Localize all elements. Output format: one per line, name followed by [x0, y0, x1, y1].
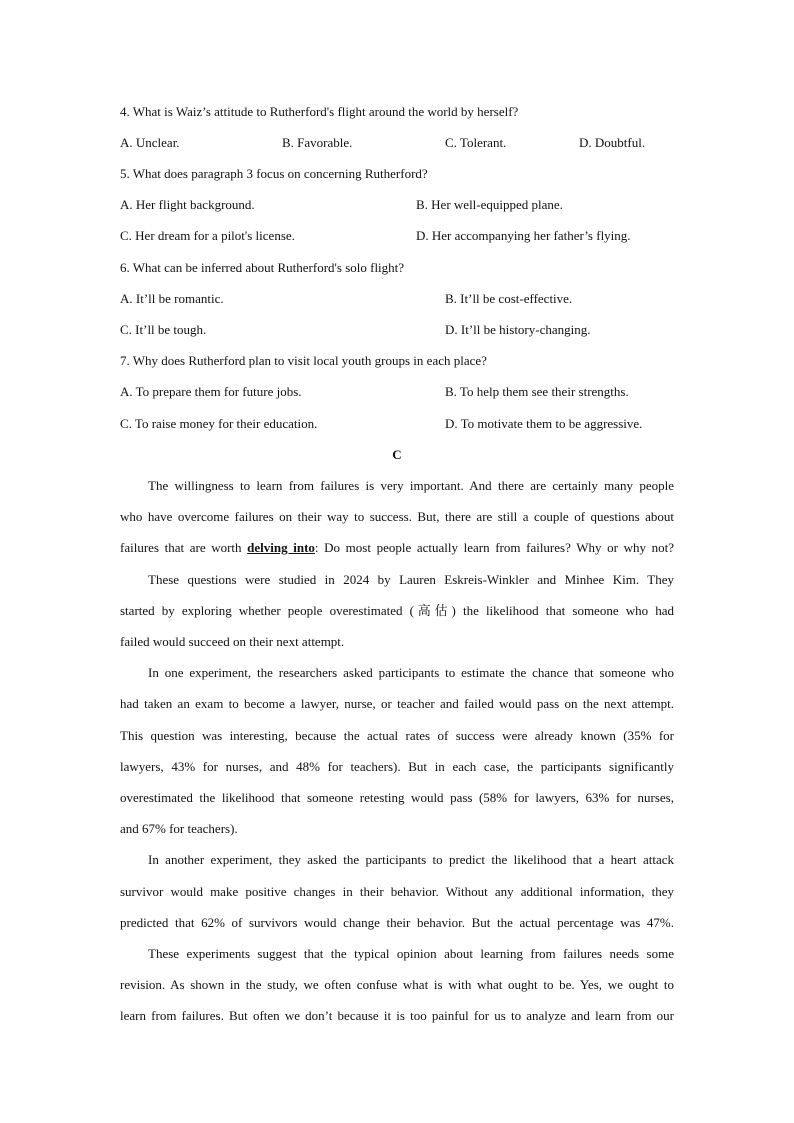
passage-p5-line-1: These experiments suggest that the typical opinion about learning from failures needs some [148, 946, 674, 961]
question-7-option-c: C. To raise money for their education. [120, 416, 318, 431]
passage-p2-line-2: started by exploring whether people overestimated (高估) the likelihood that someone who had [120, 603, 674, 618]
section-heading: C [392, 447, 402, 462]
passage-p3-line-2: had taken an exam to become a lawyer, nurse, or teacher and failed would pass on the next attempt. [120, 696, 674, 711]
passage-p1-line-3-pre: failures that are worth [120, 540, 248, 555]
question-6-option-d: D. It’ll be history-changing. [445, 322, 591, 337]
passage-p1-line-3 [120, 540, 674, 556]
passage-p1-line-3-post: : Do most people actually learn from failures? Why or why not? [314, 540, 674, 555]
passage-p3-line-3: This question was interesting, because the actual rates of success were already known (35% for [120, 728, 674, 743]
question-7-option-b: B. To help them see their strengths. [445, 384, 629, 399]
passage-p4-line-1: In another experiment, they asked the participants to predict the likelihood that a heart attack [148, 852, 674, 867]
passage-p5-line-3: learn from failures. But often we don’t because it is too painful for us to analyze and learn from our [120, 1008, 674, 1023]
passage-p3-line-1: In one experiment, the researchers asked participants to estimate the chance that someone who [148, 665, 674, 680]
question-6-option-b: B. It’ll be cost-effective. [445, 291, 573, 306]
question-5-option-a: A. Her flight background. [120, 197, 255, 212]
passage-p4-line-2: survivor would make positive changes in their behavior. Without any additional information, they [120, 884, 674, 899]
passage-p3-line-6: and 67% for teachers). [120, 821, 238, 836]
passage-p2-line-3: failed would succeed on their next attempt. [120, 634, 345, 649]
passage-p1-line-2: who have overcome failures on their way to success. But, there are still a couple of questions about [120, 509, 674, 524]
question-6-option-a: A. It’ll be romantic. [120, 291, 224, 306]
question-4-option-a: A. Unclear. [120, 135, 180, 150]
passage-p3-line-4: lawyers, 43% for nurses, and 48% for teachers). But in each case, the participants significantly [120, 759, 674, 774]
question-7-stem: 7. Why does Rutherford plan to visit local youth groups in each place? [120, 353, 487, 368]
passage-p4-line-3: predicted that 62% of survivors would change their behavior. But the actual percentage was 47%. [120, 915, 674, 930]
question-5-option-b: B. Her well-equipped plane. [416, 197, 563, 212]
passage-p3-line-5: overestimated the likelihood that someone retesting would pass (58% for lawyers, 63% for nurses, [120, 790, 674, 805]
key-term-delving-into: delving into [247, 540, 315, 555]
question-5-option-d: D. Her accompanying her father’s flying. [416, 228, 631, 243]
question-5-option-c: C. Her dream for a pilot's license. [120, 228, 295, 243]
question-6-stem: 6. What can be inferred about Rutherford's solo flight? [120, 260, 405, 275]
question-4-stem: 4. What is Waiz’s attitude to Rutherford's flight around the world by herself? [120, 104, 519, 119]
question-4-option-b: B. Favorable. [282, 135, 353, 150]
passage-p1-line-1: The willingness to learn from failures is very important. And there are certainly many people [148, 478, 674, 493]
question-7-option-a: A. To prepare them for future jobs. [120, 384, 302, 399]
passage-p5-line-2: revision. As shown in the study, we often confuse what is with what ought to be. Yes, we ought to [120, 977, 674, 992]
question-6-option-c: C. It’ll be tough. [120, 322, 207, 337]
question-4-option-d: D. Doubtful. [579, 135, 646, 150]
question-7-option-d: D. To motivate them to be aggressive. [445, 416, 643, 431]
question-4-option-c: C. Tolerant. [445, 135, 507, 150]
passage-p2-line-1: These questions were studied in 2024 by Lauren Eskreis-Winkler and Minhee Kim. They [148, 572, 674, 587]
question-5-stem: 5. What does paragraph 3 focus on concerning Rutherford? [120, 166, 428, 181]
